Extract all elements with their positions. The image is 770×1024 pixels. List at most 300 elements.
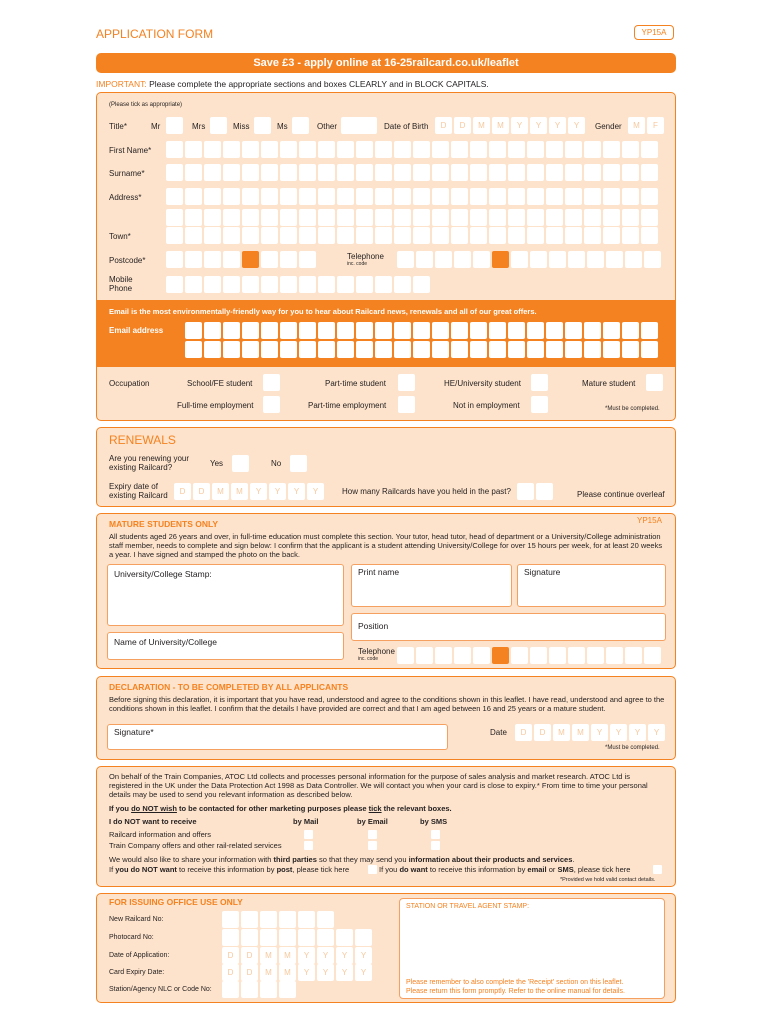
card-expiry-char-box[interactable]: D: [222, 964, 239, 981]
station-nlc-boxes[interactable]: [222, 981, 298, 998]
mature-telephone-char-box[interactable]: [416, 647, 433, 664]
postcode-char-box[interactable]: [261, 251, 278, 268]
title-other-field[interactable]: [341, 117, 377, 134]
address-line1-char-box[interactable]: [223, 188, 240, 205]
date-application-char-box[interactable]: M: [260, 947, 277, 964]
expiry-date-char-box[interactable]: Y: [288, 483, 305, 500]
address-line1-char-box[interactable]: [280, 188, 297, 205]
town-char-box[interactable]: [546, 227, 563, 244]
new-railcard-char-box[interactable]: [260, 911, 277, 928]
declaration-date-char-box[interactable]: D: [515, 724, 532, 741]
first-name-char-box[interactable]: [261, 141, 278, 158]
postcode-boxes[interactable]: [166, 251, 336, 268]
address-line2-char-box[interactable]: [223, 209, 240, 226]
address-line1-char-box[interactable]: [375, 188, 392, 205]
email-char-box[interactable]: [280, 322, 297, 339]
card-expiry-char-box[interactable]: D: [241, 964, 258, 981]
town-char-box[interactable]: [356, 227, 373, 244]
telephone-char-box[interactable]: [473, 251, 490, 268]
email-char-box[interactable]: [470, 322, 487, 339]
town-char-box[interactable]: [318, 227, 335, 244]
surname-char-box[interactable]: [242, 164, 259, 181]
mobile-char-box[interactable]: [337, 276, 354, 293]
address-line2-char-box[interactable]: [451, 209, 468, 226]
expiry-date-char-box[interactable]: D: [174, 483, 191, 500]
email-char-box[interactable]: [299, 341, 316, 358]
email-sms-optin-checkbox[interactable]: [653, 865, 662, 874]
surname-char-box[interactable]: [508, 164, 525, 181]
address-line2-char-box[interactable]: [242, 209, 259, 226]
dob-char-box[interactable]: D: [435, 117, 452, 134]
date-application-char-box[interactable]: Y: [355, 947, 372, 964]
first-name-char-box[interactable]: [242, 141, 259, 158]
surname-char-box[interactable]: [489, 164, 506, 181]
mobile-char-box[interactable]: [375, 276, 392, 293]
mobile-char-box[interactable]: [223, 276, 240, 293]
town-char-box[interactable]: [432, 227, 449, 244]
telephone-char-box[interactable]: [587, 251, 604, 268]
date-application-char-box[interactable]: M: [279, 947, 296, 964]
address-line2-char-box[interactable]: [413, 209, 430, 226]
email-char-box[interactable]: [527, 341, 544, 358]
town-char-box[interactable]: [565, 227, 582, 244]
town-char-box[interactable]: [470, 227, 487, 244]
email-char-box[interactable]: [546, 341, 563, 358]
card-expiry-char-box[interactable]: Y: [336, 964, 353, 981]
email-char-box[interactable]: [641, 322, 658, 339]
photocard-char-box[interactable]: [279, 929, 296, 946]
email-boxes-1[interactable]: [185, 322, 665, 339]
address-line2-char-box[interactable]: [641, 209, 658, 226]
email-char-box[interactable]: [356, 322, 373, 339]
email-char-box[interactable]: [337, 341, 354, 358]
title-mr-checkbox[interactable]: [166, 117, 183, 134]
town-char-box[interactable]: [413, 227, 430, 244]
mobile-char-box[interactable]: [242, 276, 259, 293]
new-railcard-char-box[interactable]: [298, 911, 315, 928]
surname-char-box[interactable]: [603, 164, 620, 181]
mature-telephone-char-box[interactable]: [473, 647, 490, 664]
mobile-boxes[interactable]: [166, 276, 436, 293]
mature-telephone-char-box[interactable]: [625, 647, 642, 664]
email-char-box[interactable]: [337, 322, 354, 339]
address-line1-char-box[interactable]: [470, 188, 487, 205]
address-line1-char-box[interactable]: [584, 188, 601, 205]
surname-char-box[interactable]: [622, 164, 639, 181]
first-name-char-box[interactable]: [470, 141, 487, 158]
address-line2-char-box[interactable]: [489, 209, 506, 226]
photocard-char-box[interactable]: [317, 929, 334, 946]
expiry-date-char-box[interactable]: M: [212, 483, 229, 500]
address-line2-char-box[interactable]: [280, 209, 297, 226]
address-line1-char-box[interactable]: [603, 188, 620, 205]
mobile-char-box[interactable]: [299, 276, 316, 293]
town-char-box[interactable]: [280, 227, 297, 244]
address-line1-char-box[interactable]: [261, 188, 278, 205]
station-stamp-box[interactable]: [399, 898, 665, 999]
email-char-box[interactable]: [508, 322, 525, 339]
postcode-char-box[interactable]: [242, 251, 259, 268]
surname-char-box[interactable]: [413, 164, 430, 181]
mobile-char-box[interactable]: [261, 276, 278, 293]
first-name-char-box[interactable]: [622, 141, 639, 158]
first-name-char-box[interactable]: [394, 141, 411, 158]
email-char-box[interactable]: [394, 322, 411, 339]
town-char-box[interactable]: [223, 227, 240, 244]
post-optout-checkbox[interactable]: [368, 865, 377, 874]
train-email-checkbox[interactable]: [368, 841, 377, 850]
declaration-date-char-box[interactable]: Y: [591, 724, 608, 741]
mobile-char-box[interactable]: [204, 276, 221, 293]
photocard-char-box[interactable]: [241, 929, 258, 946]
address-line2-char-box[interactable]: [166, 209, 183, 226]
town-char-box[interactable]: [394, 227, 411, 244]
occ-part-time-emp-checkbox[interactable]: [398, 396, 415, 413]
date-application-boxes[interactable]: [222, 947, 374, 964]
town-char-box[interactable]: [527, 227, 544, 244]
occ-part-time-student-checkbox[interactable]: [398, 374, 415, 391]
card-expiry-char-box[interactable]: M: [260, 964, 277, 981]
email-char-box[interactable]: [223, 341, 240, 358]
expiry-date-boxes[interactable]: [174, 483, 326, 500]
email-char-box[interactable]: [622, 341, 639, 358]
address-line1-char-box[interactable]: [394, 188, 411, 205]
first-name-char-box[interactable]: [565, 141, 582, 158]
email-char-box[interactable]: [223, 322, 240, 339]
first-name-char-box[interactable]: [413, 141, 430, 158]
declaration-date-char-box[interactable]: Y: [610, 724, 627, 741]
mature-telephone-char-box[interactable]: [397, 647, 414, 664]
telephone-char-box[interactable]: [416, 251, 433, 268]
new-railcard-char-box[interactable]: [222, 911, 239, 928]
town-char-box[interactable]: [489, 227, 506, 244]
title-ms-checkbox[interactable]: [292, 117, 309, 134]
surname-char-box[interactable]: [318, 164, 335, 181]
surname-char-box[interactable]: [641, 164, 658, 181]
address-line2-char-box[interactable]: [394, 209, 411, 226]
first-name-char-box[interactable]: [337, 141, 354, 158]
address-line1-char-box[interactable]: [413, 188, 430, 205]
new-railcard-char-box[interactable]: [241, 911, 258, 928]
mature-telephone-char-box[interactable]: [549, 647, 566, 664]
postcode-char-box[interactable]: [166, 251, 183, 268]
town-char-box[interactable]: [204, 227, 221, 244]
address-line1-char-box[interactable]: [641, 188, 658, 205]
surname-char-box[interactable]: [470, 164, 487, 181]
dob-char-box[interactable]: M: [473, 117, 490, 134]
telephone-char-box[interactable]: [511, 251, 528, 268]
email-char-box[interactable]: [603, 322, 620, 339]
first-name-char-box[interactable]: [375, 141, 392, 158]
email-char-box[interactable]: [603, 341, 620, 358]
surname-char-box[interactable]: [451, 164, 468, 181]
first-name-char-box[interactable]: [508, 141, 525, 158]
uni-name-field[interactable]: [107, 632, 344, 660]
town-char-box[interactable]: [508, 227, 525, 244]
mature-telephone-char-box[interactable]: [435, 647, 452, 664]
date-application-char-box[interactable]: Y: [298, 947, 315, 964]
email-char-box[interactable]: [185, 341, 202, 358]
telephone-char-box[interactable]: [435, 251, 452, 268]
surname-char-box[interactable]: [546, 164, 563, 181]
email-char-box[interactable]: [432, 341, 449, 358]
card-expiry-char-box[interactable]: Y: [317, 964, 334, 981]
address-line1-char-box[interactable]: [527, 188, 544, 205]
address-line1-char-box[interactable]: [622, 188, 639, 205]
dob-char-box[interactable]: Y: [568, 117, 585, 134]
first-name-boxes[interactable]: [166, 141, 666, 158]
dob-char-box[interactable]: Y: [511, 117, 528, 134]
address-line1-char-box[interactable]: [451, 188, 468, 205]
mobile-char-box[interactable]: [413, 276, 430, 293]
email-char-box[interactable]: [622, 322, 639, 339]
station-nlc-char-box[interactable]: [241, 981, 258, 998]
photocard-boxes[interactable]: [222, 929, 374, 946]
town-char-box[interactable]: [337, 227, 354, 244]
mature-telephone-char-box[interactable]: [511, 647, 528, 664]
mature-telephone-char-box[interactable]: [530, 647, 547, 664]
address-line1-char-box[interactable]: [299, 188, 316, 205]
mobile-char-box[interactable]: [166, 276, 183, 293]
email-char-box[interactable]: [242, 322, 259, 339]
email-char-box[interactable]: [261, 322, 278, 339]
surname-char-box[interactable]: [261, 164, 278, 181]
card-expiry-char-box[interactable]: Y: [298, 964, 315, 981]
mature-telephone-char-box[interactable]: [644, 647, 661, 664]
email-char-box[interactable]: [508, 341, 525, 358]
occ-not-emp-checkbox[interactable]: [531, 396, 548, 413]
first-name-char-box[interactable]: [318, 141, 335, 158]
occ-he-checkbox[interactable]: [531, 374, 548, 391]
railcard-sms-checkbox[interactable]: [431, 830, 440, 839]
address-line1-char-box[interactable]: [546, 188, 563, 205]
how-many-char-box[interactable]: [536, 483, 553, 500]
address-line2-char-box[interactable]: [356, 209, 373, 226]
first-name-char-box[interactable]: [280, 141, 297, 158]
photocard-char-box[interactable]: [336, 929, 353, 946]
mature-telephone-char-box[interactable]: [568, 647, 585, 664]
address-line2-char-box[interactable]: [470, 209, 487, 226]
first-name-char-box[interactable]: [527, 141, 544, 158]
address-line2-char-box[interactable]: [299, 209, 316, 226]
town-char-box[interactable]: [299, 227, 316, 244]
email-char-box[interactable]: [584, 341, 601, 358]
town-char-box[interactable]: [603, 227, 620, 244]
email-char-box[interactable]: [185, 322, 202, 339]
email-char-box[interactable]: [280, 341, 297, 358]
address-line1-char-box[interactable]: [204, 188, 221, 205]
train-mail-checkbox[interactable]: [304, 841, 313, 850]
mature-telephone-char-box[interactable]: [606, 647, 623, 664]
telephone-boxes[interactable]: [397, 251, 666, 268]
gender-f-checkbox[interactable]: F: [647, 117, 664, 134]
address-line1-char-box[interactable]: [318, 188, 335, 205]
email-char-box[interactable]: [527, 322, 544, 339]
address-line2-char-box[interactable]: [204, 209, 221, 226]
address-line2-char-box[interactable]: [622, 209, 639, 226]
address-line1-char-box[interactable]: [432, 188, 449, 205]
train-sms-checkbox[interactable]: [431, 841, 440, 850]
email-char-box[interactable]: [261, 341, 278, 358]
date-application-char-box[interactable]: Y: [317, 947, 334, 964]
address-line1-char-box[interactable]: [508, 188, 525, 205]
email-char-box[interactable]: [565, 322, 582, 339]
email-char-box[interactable]: [641, 341, 658, 358]
telephone-char-box[interactable]: [549, 251, 566, 268]
print-name-field[interactable]: [351, 564, 512, 607]
address-line2-char-box[interactable]: [527, 209, 544, 226]
surname-char-box[interactable]: [584, 164, 601, 181]
date-application-char-box[interactable]: D: [222, 947, 239, 964]
town-char-box[interactable]: [261, 227, 278, 244]
postcode-char-box[interactable]: [299, 251, 316, 268]
mature-telephone-boxes[interactable]: [397, 647, 666, 664]
date-application-char-box[interactable]: D: [241, 947, 258, 964]
date-application-char-box[interactable]: Y: [336, 947, 353, 964]
email-char-box[interactable]: [318, 322, 335, 339]
email-char-box[interactable]: [451, 341, 468, 358]
address-line1-boxes[interactable]: [166, 188, 666, 205]
occ-full-time-checkbox[interactable]: [263, 396, 280, 413]
declaration-date-char-box[interactable]: M: [553, 724, 570, 741]
card-expiry-boxes[interactable]: [222, 964, 374, 981]
dob-char-box[interactable]: M: [492, 117, 509, 134]
telephone-char-box[interactable]: [492, 251, 509, 268]
first-name-char-box[interactable]: [584, 141, 601, 158]
how-many-char-box[interactable]: [517, 483, 534, 500]
dob-char-box[interactable]: Y: [549, 117, 566, 134]
card-expiry-char-box[interactable]: Y: [355, 964, 372, 981]
first-name-char-box[interactable]: [641, 141, 658, 158]
address-line1-char-box[interactable]: [356, 188, 373, 205]
email-char-box[interactable]: [375, 341, 392, 358]
renew-yes-checkbox[interactable]: [232, 455, 249, 472]
email-boxes-2[interactable]: [185, 341, 665, 358]
email-char-box[interactable]: [299, 322, 316, 339]
expiry-date-char-box[interactable]: Y: [250, 483, 267, 500]
surname-char-box[interactable]: [432, 164, 449, 181]
first-name-char-box[interactable]: [166, 141, 183, 158]
title-miss-checkbox[interactable]: [254, 117, 271, 134]
email-char-box[interactable]: [318, 341, 335, 358]
telephone-char-box[interactable]: [397, 251, 414, 268]
surname-boxes[interactable]: [166, 164, 666, 181]
first-name-char-box[interactable]: [432, 141, 449, 158]
first-name-char-box[interactable]: [299, 141, 316, 158]
address-line2-char-box[interactable]: [337, 209, 354, 226]
email-char-box[interactable]: [394, 341, 411, 358]
first-name-char-box[interactable]: [489, 141, 506, 158]
mobile-char-box[interactable]: [394, 276, 411, 293]
town-char-box[interactable]: [451, 227, 468, 244]
mature-telephone-char-box[interactable]: [492, 647, 509, 664]
address-line2-char-box[interactable]: [603, 209, 620, 226]
email-char-box[interactable]: [470, 341, 487, 358]
town-char-box[interactable]: [166, 227, 183, 244]
telephone-char-box[interactable]: [644, 251, 661, 268]
email-char-box[interactable]: [489, 341, 506, 358]
mobile-char-box[interactable]: [356, 276, 373, 293]
gender-m-checkbox[interactable]: M: [628, 117, 645, 134]
uni-stamp-box[interactable]: [107, 564, 344, 626]
address-line1-char-box[interactable]: [185, 188, 202, 205]
expiry-date-char-box[interactable]: M: [231, 483, 248, 500]
postcode-char-box[interactable]: [204, 251, 221, 268]
address-line2-char-box[interactable]: [432, 209, 449, 226]
email-char-box[interactable]: [584, 322, 601, 339]
declaration-date-char-box[interactable]: M: [572, 724, 589, 741]
first-name-char-box[interactable]: [603, 141, 620, 158]
station-nlc-char-box[interactable]: [222, 981, 239, 998]
town-char-box[interactable]: [641, 227, 658, 244]
town-char-box[interactable]: [185, 227, 202, 244]
surname-char-box[interactable]: [299, 164, 316, 181]
email-char-box[interactable]: [451, 322, 468, 339]
expiry-date-char-box[interactable]: Y: [307, 483, 324, 500]
town-char-box[interactable]: [584, 227, 601, 244]
dob-boxes[interactable]: [435, 117, 587, 134]
renew-no-checkbox[interactable]: [290, 455, 307, 472]
postcode-char-box[interactable]: [223, 251, 240, 268]
station-nlc-char-box[interactable]: [279, 981, 296, 998]
declaration-date-char-box[interactable]: D: [534, 724, 551, 741]
declaration-date-char-box[interactable]: Y: [629, 724, 646, 741]
town-char-box[interactable]: [242, 227, 259, 244]
surname-char-box[interactable]: [375, 164, 392, 181]
address-line2-char-box[interactable]: [565, 209, 582, 226]
email-char-box[interactable]: [565, 341, 582, 358]
surname-char-box[interactable]: [565, 164, 582, 181]
photocard-char-box[interactable]: [222, 929, 239, 946]
declaration-date-char-box[interactable]: Y: [648, 724, 665, 741]
new-railcard-char-box[interactable]: [317, 911, 334, 928]
surname-char-box[interactable]: [204, 164, 221, 181]
surname-char-box[interactable]: [527, 164, 544, 181]
expiry-date-char-box[interactable]: Y: [269, 483, 286, 500]
address-line1-char-box[interactable]: [565, 188, 582, 205]
surname-char-box[interactable]: [394, 164, 411, 181]
email-char-box[interactable]: [242, 341, 259, 358]
address-line2-boxes[interactable]: [166, 209, 666, 226]
dob-char-box[interactable]: D: [454, 117, 471, 134]
address-line1-char-box[interactable]: [166, 188, 183, 205]
email-char-box[interactable]: [204, 341, 221, 358]
mature-signature-field[interactable]: [517, 564, 666, 607]
telephone-char-box[interactable]: [606, 251, 623, 268]
station-nlc-char-box[interactable]: [260, 981, 277, 998]
postcode-char-box[interactable]: [185, 251, 202, 268]
email-char-box[interactable]: [413, 341, 430, 358]
mobile-char-box[interactable]: [280, 276, 297, 293]
surname-char-box[interactable]: [185, 164, 202, 181]
photocard-char-box[interactable]: [355, 929, 372, 946]
expiry-date-char-box[interactable]: D: [193, 483, 210, 500]
surname-char-box[interactable]: [280, 164, 297, 181]
email-char-box[interactable]: [489, 322, 506, 339]
railcard-email-checkbox[interactable]: [368, 830, 377, 839]
surname-char-box[interactable]: [223, 164, 240, 181]
surname-char-box[interactable]: [166, 164, 183, 181]
address-line2-char-box[interactable]: [584, 209, 601, 226]
first-name-char-box[interactable]: [223, 141, 240, 158]
telephone-char-box[interactable]: [568, 251, 585, 268]
railcard-mail-checkbox[interactable]: [304, 830, 313, 839]
email-char-box[interactable]: [546, 322, 563, 339]
address-line2-char-box[interactable]: [546, 209, 563, 226]
town-char-box[interactable]: [622, 227, 639, 244]
occ-mature-checkbox[interactable]: [646, 374, 663, 391]
mobile-char-box[interactable]: [318, 276, 335, 293]
